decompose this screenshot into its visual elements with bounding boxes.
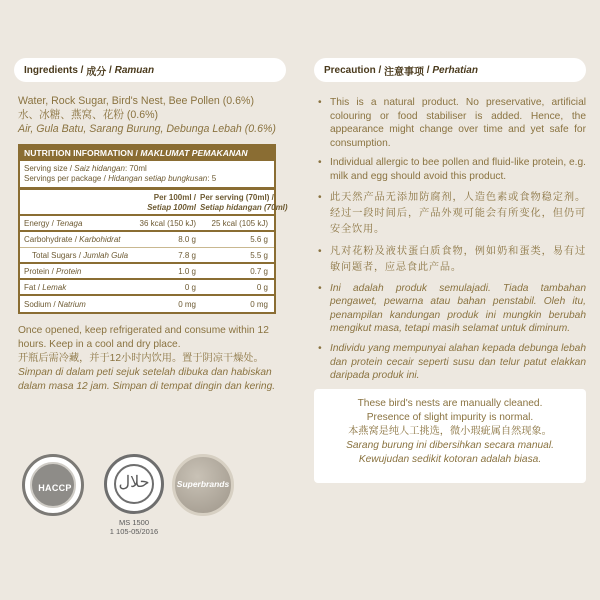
- table-row-fat: [20, 280, 274, 296]
- superbrands-logo: [172, 454, 234, 516]
- precaution-list: [314, 96, 586, 383]
- precaution-heading-ms: Perhatian: [432, 64, 478, 76]
- row-label: Sodium / Natrium: [24, 299, 86, 309]
- nutrition-header-serving: [200, 190, 288, 214]
- list-item: • This is a natural product. No preservative, artificial colouring or food stabiliser is added. Hence, the appearance might change over time and yet safe for consumption.: [318, 96, 586, 150]
- ingredients-ms: Air, Gula Batu, Sarang Burung, Debunga Lebah (0.6%): [18, 123, 276, 135]
- table-row-total-sugars: [20, 248, 274, 264]
- serving-size-en: Serving size: [24, 164, 68, 173]
- serving-en: Per serving (70ml) /: [200, 193, 274, 202]
- nutrition-table: [18, 144, 288, 314]
- right-column: [314, 58, 586, 483]
- precaution-heading-cn: 注意事项: [384, 66, 425, 78]
- list-item: • 此天然产品无添加防腐剂，人造色素或食物稳定剂。经过一段时间后，产品外观可能会有所变化，但仍可安全饮用。: [318, 190, 586, 238]
- table-row-sodium: [20, 296, 274, 312]
- list-item: • 凡对花粉及液状蛋白质食物，例如奶和蛋类，易有过敏问题者，应忌食此产品。: [318, 244, 586, 276]
- precaution-heading-en: Precaution: [324, 64, 376, 76]
- nutrition-column-headers: [20, 190, 288, 216]
- ingredients-heading: Ingredients / 成分 / Ramuan: [14, 58, 286, 82]
- row-label-ms: Lemak: [42, 282, 67, 292]
- storage-cn: 开瓶后需冷藏，并于12小时内饮用。置于阴凉干燥处。: [18, 353, 264, 364]
- serving-size-ms: Saiz hidangan: [74, 164, 125, 173]
- table-row-carbohydrate: [20, 232, 274, 248]
- ms-line2: 1 105-05/2016: [109, 527, 159, 536]
- table-row-energy: [20, 216, 274, 232]
- left-column: [14, 58, 286, 394]
- storage-en: Once opened, keep refrigerated and consume within 12 hours. Keep in a cool and dry place.: [18, 325, 269, 350]
- row-label-ms: Tenaga: [56, 218, 83, 228]
- row-label: Protein / Protein: [24, 266, 82, 276]
- row-serving: 5.5 g: [250, 250, 268, 260]
- row-label: Energy / Tenaga: [24, 218, 83, 228]
- haccp-logo: [22, 454, 84, 516]
- nutrition-title-en: NUTRITION INFORMATION: [24, 148, 134, 158]
- ingredients-en: Water, Rock Sugar, Bird's Nest, Bee Pollen (0.6%): [18, 95, 254, 107]
- serving-ms: Setiap hidangan (70ml): [200, 203, 288, 212]
- haccp-seal: [30, 462, 76, 508]
- storage-ms: Simpan di dalam peti sejuk setelah dibuka dan habiskan dalam masa 12 jam. Simpan di tempat dingin dan kering.: [18, 367, 276, 392]
- row-label: Carbohydrate / Karbohidrat: [24, 235, 121, 244]
- ingredients-text: [14, 94, 286, 136]
- row-per100: 0 mg: [178, 299, 196, 309]
- cleaning-note-box: [314, 389, 586, 483]
- note-line1-en: These bird's nests are manually cleaned.: [357, 397, 543, 409]
- row-serving: 25 kcal (105 kJ): [211, 218, 268, 228]
- nutrition-title-ms: MAKLUMAT PEMAKANAN: [140, 148, 248, 158]
- nutrition-header-per100: [128, 190, 200, 214]
- nutrition-title: NUTRITION INFORMATION / MAKLUMAT PEMAKANAN: [20, 146, 274, 161]
- row-per100: 0 g: [184, 282, 196, 292]
- row-label-en: Energy: [24, 218, 50, 228]
- row-serving: 0 g: [256, 282, 268, 292]
- list-item: • Individual allergic to bee pollen and fluid-like protein, e.g. milk and egg should avoid this product.: [318, 156, 586, 183]
- row-per100: 1.0 g: [178, 266, 196, 276]
- row-serving: 0 mg: [250, 299, 268, 309]
- ingredients-heading-en: Ingredients: [24, 64, 78, 76]
- row-per100: 7.8 g: [178, 250, 196, 260]
- row-label-en: Carbohydrate: [24, 235, 73, 244]
- certification-logos: [22, 454, 282, 534]
- halal-seal: [114, 464, 154, 504]
- per100-en: Per 100ml /: [153, 193, 196, 202]
- row-label-ms: Protein: [56, 266, 82, 276]
- list-item: • Individu yang mempunyai alahan kepada debunga lebah dan protein cecair seperti susu dan telur patut elakkan daripada produk ini.: [318, 342, 586, 383]
- ms-line1: MS 1500: [118, 518, 150, 527]
- serving-size: Serving size / Saiz hidangan: 70ml: [24, 164, 147, 173]
- row-label-ms: Karbohidrat: [79, 235, 121, 244]
- servings-pkg-en: Servings per package: [24, 174, 102, 183]
- table-row-protein: [20, 264, 274, 280]
- row-label: Total Sugars / Jumlah Gula: [32, 250, 128, 260]
- servings-pkg-ms: Hidangan setiap bungkusan: [108, 174, 208, 183]
- ingredients-cn: 水、冰糖、燕窝、花粉 (0.6%): [18, 109, 159, 121]
- row-label-en: Total Sugars: [32, 250, 77, 260]
- row-label-en: Sodium: [24, 299, 52, 309]
- list-item: • Ini adalah produk semulajadi. Tiada tambahan pengawet, pewarna atau bahan penstabil. Oleh itu, penampilan kandungan produk ini mungkin berubah mengikut masa, tetapi masih selamat untuk diminum.: [318, 282, 586, 336]
- row-serving: 0.7 g: [250, 266, 268, 276]
- serving-size-value: 70ml: [129, 164, 147, 173]
- note-line1-ms: Sarang burung ini dibersihkan secara manual.: [346, 439, 554, 451]
- halal-glyph: حلال: [118, 474, 150, 491]
- storage-instructions: [14, 324, 286, 394]
- nutrition-serving-info: [20, 161, 274, 190]
- note-line2-ms: Kewujudan sedikit kotoran adalah biasa.: [358, 453, 542, 465]
- row-label-ms: Jumlah Gula: [83, 250, 128, 260]
- ingredients-heading-ms: Ramuan: [114, 64, 155, 76]
- row-label-ms: Natrium: [57, 299, 86, 309]
- row-label-en: Protein: [24, 266, 50, 276]
- row-label: Fat / Lemak: [24, 282, 67, 292]
- precaution-heading: Precaution / 注意事项 / Perhatian: [314, 58, 586, 82]
- halal-logo: [104, 454, 164, 514]
- ingredients-heading-cn: 成分: [86, 66, 107, 78]
- note-line-cn: 本燕窝是纯人工挑选，微小瑕疵属自然现象。: [348, 425, 552, 437]
- ms-certification-text: [94, 518, 174, 536]
- row-per100: 8.0 g: [178, 235, 196, 244]
- row-label-en: Fat: [24, 282, 36, 292]
- superbrands-label: Superbrands: [176, 479, 230, 489]
- row-per100: 36 kcal (150 kJ): [139, 218, 196, 228]
- servings-pkg-value: 5: [211, 174, 217, 183]
- nutrition-header-blank: [20, 190, 128, 214]
- haccp-label: HACCP: [38, 483, 72, 493]
- per100-ms: Setiap 100ml: [147, 203, 196, 212]
- row-serving: 5.6 g: [250, 235, 268, 244]
- note-line2-en: Presence of slight impurity is normal.: [366, 411, 534, 423]
- servings-per-package: Servings per package / Hidangan setiap bungkusan: 5: [24, 174, 217, 183]
